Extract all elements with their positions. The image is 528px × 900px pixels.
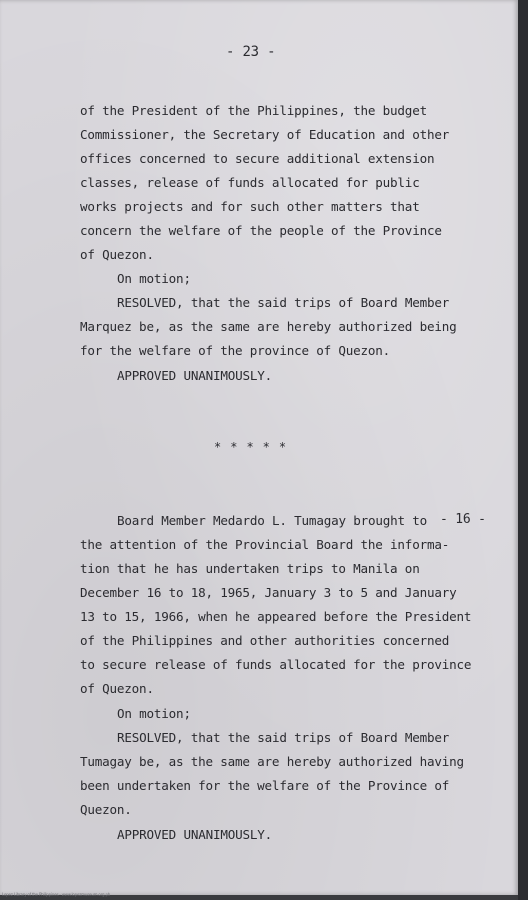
paragraph-1-line: works projects and for such other matters that [80,199,420,214]
resolution-1-line: RESOLVED, that the said trips of Board Member [117,295,450,310]
approved-1: APPROVED UNANIMOUSLY. [117,368,273,383]
paragraph-1-line: Commissioner, the Secretary of Education and other [80,127,450,142]
item-number: - 16 - [440,512,486,527]
section-separator: ***** [214,440,296,454]
resolution-2-line: Quezon. [80,802,132,817]
motion-2: On motion; [117,706,191,721]
resolution-2-line: Tumagay be, as the same are hereby authorized having [80,754,464,769]
paragraph-2-line: December 16 to 18, 1965, January 3 to 5 and January [80,585,457,600]
paragraph-2-line: of Quezon. [80,681,154,696]
approved-2: APPROVED UNANIMOUSLY. [117,827,273,842]
paragraph-2-line: 13 to 15, 1966, when he appeared before the President [80,609,472,624]
paragraph-1-line: offices concerned to secure additional extension [80,151,435,166]
page-number: - 23 - [226,44,276,60]
paragraph-2-line: Board Member Medardo L. Tumagay brought to [117,513,428,528]
resolution-2-line: been undertaken for the welfare of the Province of [80,778,450,793]
paragraph-1-line: concern the welfare of the people of the Province [80,223,442,238]
scan-edge [518,0,528,900]
paragraph-1-line: of the President of the Philippines, the budget [80,103,427,118]
paragraph-1-line: of Quezon. [80,247,154,262]
motion-1: On motion; [117,271,191,286]
resolution-2-line: RESOLVED, that the said trips of Board Member [117,730,450,745]
resolution-1-line: Marquez be, as the same are hereby authorized being [80,319,457,334]
paragraph-1-line: classes, release of funds allocated for public [80,175,420,190]
scan-footer: Lopez Library of the Philippines · www.lopezmuseum.org.ph [2,892,111,897]
paragraph-2-line: the attention of the Provincial Board the informa- [80,537,450,552]
paragraph-2-line: tion that he has undertaken trips to Manila on [80,561,420,576]
paragraph-2-line: to secure release of funds allocated for the province [80,657,472,672]
paragraph-2-line: of the Philippines and other authorities concerned [80,633,450,648]
resolution-1-line: for the welfare of the province of Quezon. [80,343,391,358]
